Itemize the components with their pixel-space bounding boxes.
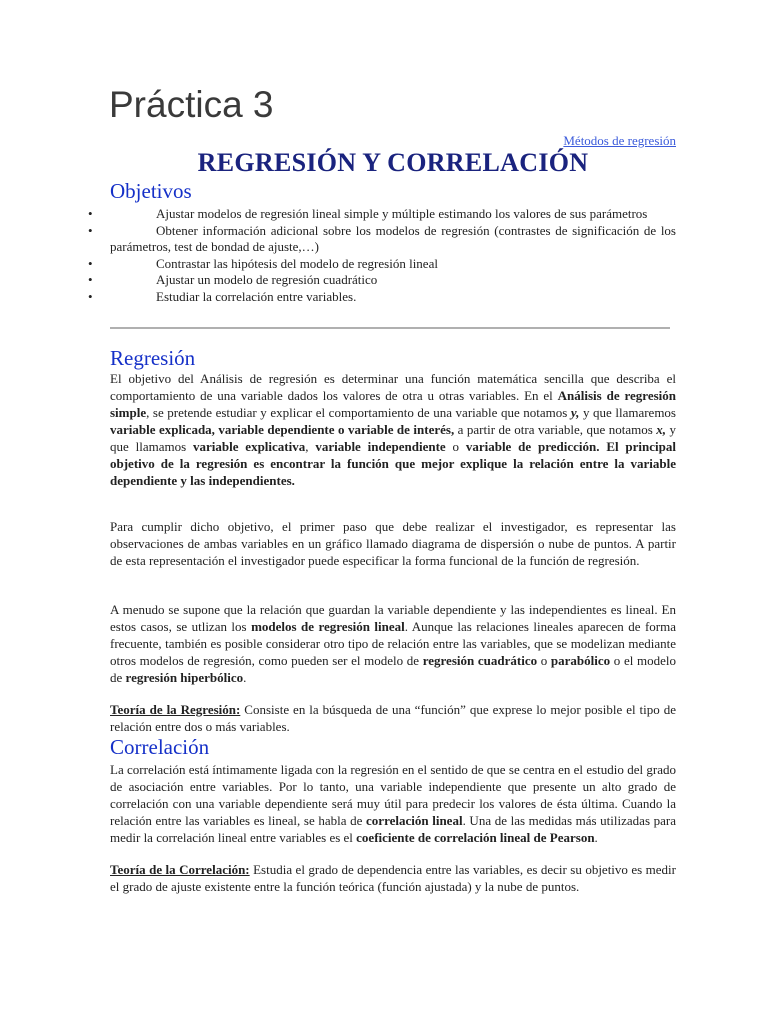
text: El objetivo del Análisis de regresión es determinar una función matemática sencilla que describa el comportamiento de una variable dados los valores de otra u otras variables. En el bbox=[110, 371, 676, 403]
text: o bbox=[445, 439, 466, 454]
objective-item bbox=[88, 256, 676, 273]
bullet: • bbox=[88, 288, 93, 304]
bold-term: correlación lineal bbox=[366, 813, 463, 828]
text: . Una de las medidas más utilizadas para medir la correlación lineal entre variables es el bbox=[110, 813, 676, 845]
regression-paragraph-2: Para cumplir dicho objetivo, el primer paso que debe realizar el investigador, es representar las observaciones de ambas variables en un gráfico llamado diagrama de dispersión o nube de puntos. A partir de esta representación el investigador puede especificar la forma funcional de la función de regresión. bbox=[110, 519, 676, 568]
theory-label: Teoría de la Correlación: bbox=[110, 862, 250, 877]
regression-paragraph-1 bbox=[110, 370, 676, 489]
bold-term: Análisis de regresión simple bbox=[110, 388, 676, 420]
correlation-paragraph bbox=[110, 761, 676, 846]
text: . bbox=[594, 830, 598, 845]
text: y que llamaremos bbox=[579, 405, 676, 420]
text: a partir de otra variable, que notamos bbox=[454, 422, 657, 437]
text: La correlación está íntimamente ligada con la regresión en el sentido de que se centra en el estudio del grado de asociación entre variables. Por lo tanto, una variable independiente que presente un alto grado de correlación con una variable dependiente será muy útil para predecir los valores de ésta última. Cuando la relación entre las variables es lineal, se habla de bbox=[110, 762, 676, 828]
bold-term: variable independiente bbox=[315, 439, 446, 454]
bullet: • bbox=[88, 222, 93, 238]
objective-item bbox=[88, 206, 676, 223]
bold-term: regresión cuadrático bbox=[422, 653, 538, 668]
text: o el modelo de bbox=[110, 653, 676, 685]
bold-term: parabólico bbox=[550, 653, 611, 668]
objective-text: Obtener información adicional sobre los modelos de regresión (contrastes de significación de los parámetros, test de bondad de ajuste,…) bbox=[110, 222, 676, 254]
objectives-heading: Objetivos bbox=[110, 179, 192, 203]
section-divider bbox=[110, 327, 670, 329]
variable-symbol: y, bbox=[570, 405, 580, 420]
text: . Aunque las relaciones lineales aparecen de forma frecuente, también es posible considerar otro tipo de relación entre las variables, que se modelizan mediante otros modelos de regresión, como pueden ser el modelo de bbox=[110, 619, 676, 668]
objective-text: Contrastar las hipótesis del modelo de regresión lineal bbox=[156, 255, 438, 271]
theory-label: Teoría de la Regresión: bbox=[110, 702, 241, 717]
objective-item bbox=[88, 272, 676, 289]
variable-symbol: x, bbox=[656, 422, 667, 437]
bold-term: modelos de regresión lineal bbox=[251, 619, 405, 634]
objective-item bbox=[88, 223, 676, 256]
bold-term: variable de predicción. El principal objetivo de la regresión es encontrar la función que mejor explique la relación entre la variable dependiente y las independientes. bbox=[110, 439, 676, 488]
methods-link[interactable]: Métodos de regresión bbox=[563, 133, 676, 148]
text: o bbox=[537, 653, 551, 668]
text: Consiste en la búsqueda de una “función” que exprese lo mejor posible el tipo de relación entre dos o más variables. bbox=[110, 702, 677, 734]
text: Estudia el grado de dependencia entre las variables, es decir su objetivo es medir el grado de ajuste existente entre la función teórica (función ajustada) y la nube de puntos. bbox=[110, 862, 676, 894]
objective-text: Estudiar la correlación entre variables. bbox=[156, 288, 357, 304]
regression-theory bbox=[110, 701, 676, 735]
regression-heading: Regresión bbox=[110, 346, 196, 370]
text: , bbox=[305, 439, 316, 454]
text: A menudo se supone que la relación que guardan la variable dependiente y las independientes es lineal. En estos casos, se utlizan los bbox=[110, 602, 676, 634]
text: . bbox=[243, 670, 247, 685]
bold-term: coeficiente de correlación lineal de Pearson bbox=[356, 830, 595, 845]
bullet: • bbox=[88, 255, 93, 271]
bold-term: variable explicada, variable dependiente o variable de interés, bbox=[110, 422, 455, 437]
objectives-list bbox=[88, 206, 676, 305]
bold-term: variable explicativa bbox=[192, 439, 306, 454]
regression-paragraph-3 bbox=[110, 601, 676, 686]
bold-term: regresión hiperbólico bbox=[125, 670, 244, 685]
text: , se pretende estudiar y explicar el comportamiento de una variable que notamos bbox=[146, 405, 571, 420]
page-title: Práctica 3 bbox=[109, 84, 274, 125]
bullet: • bbox=[88, 206, 93, 221]
correlation-heading: Correlación bbox=[110, 735, 210, 759]
objective-item bbox=[88, 289, 676, 306]
objective-text: Ajustar modelos de regresión lineal simple y múltiple estimando los valores de sus parámetros bbox=[156, 206, 648, 221]
objective-text: Ajustar un modelo de regresión cuadrático bbox=[156, 272, 378, 287]
text: y que llamamos bbox=[110, 422, 677, 454]
document-title: REGRESIÓN Y CORRELACIÓN bbox=[197, 148, 589, 177]
correlation-theory bbox=[110, 861, 676, 895]
bullet: • bbox=[88, 272, 93, 287]
